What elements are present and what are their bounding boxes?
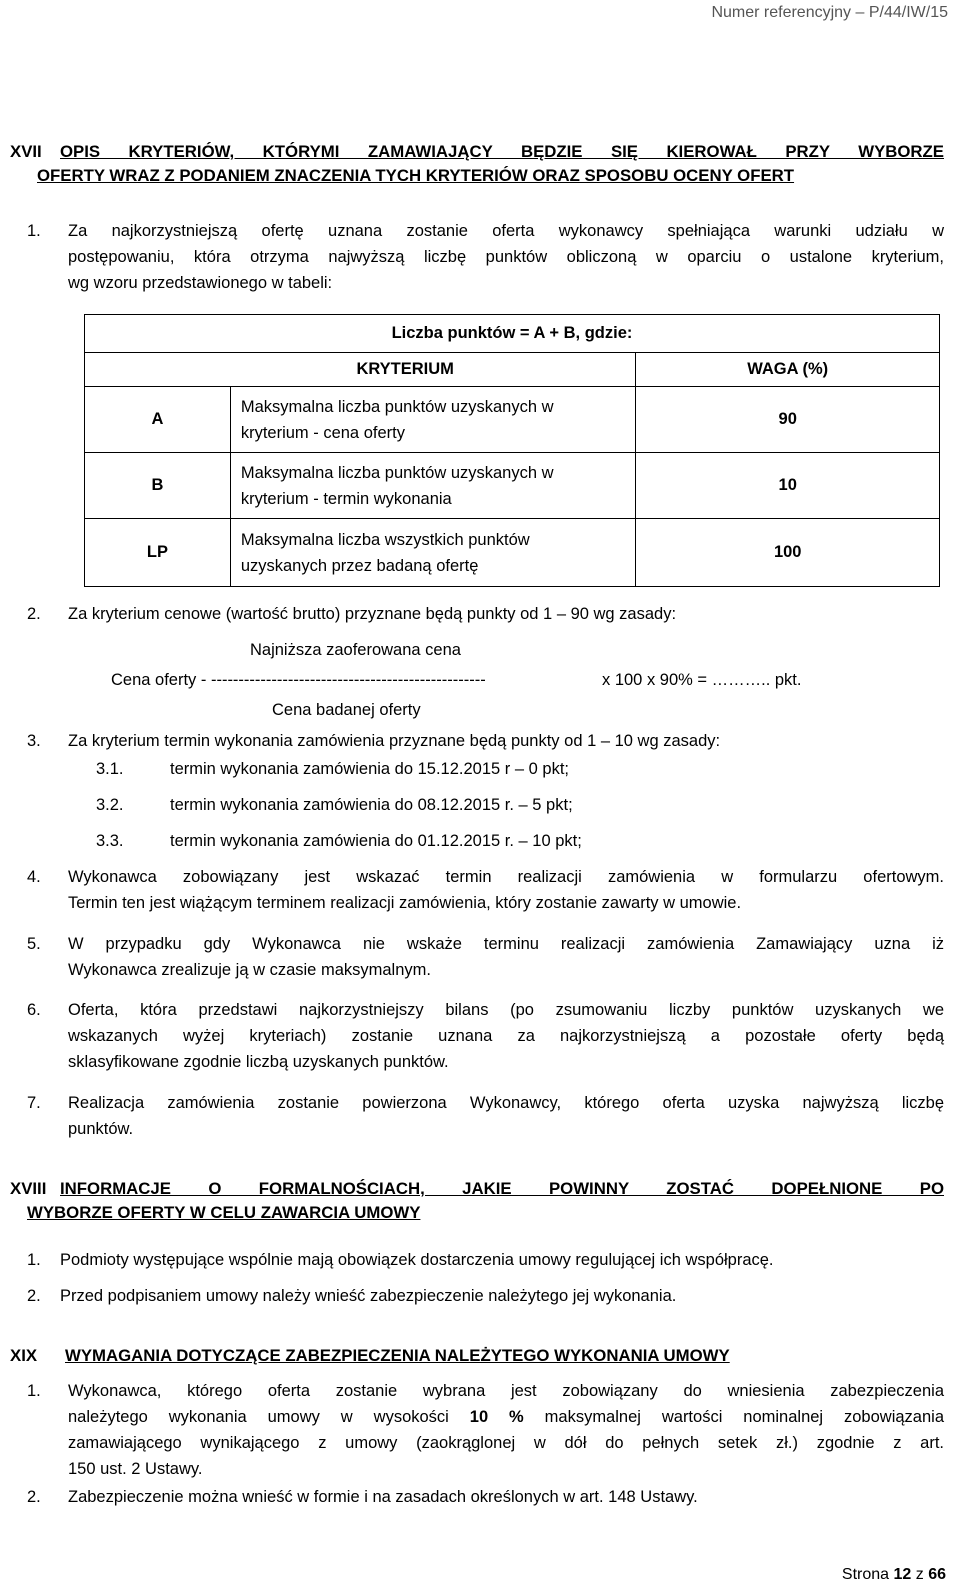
criterion-code: B <box>85 453 231 519</box>
item-number: 2. <box>27 605 41 623</box>
paragraph-line: wskazanych wyżej kryteriach) zostanie uznana za najkorzystniejszą a pozostałe oferty będą <box>68 1027 944 1045</box>
formula-denominator: Cena badanej oferty <box>272 701 421 719</box>
page-label: Strona <box>841 1566 894 1583</box>
sub-item-number: 3.2. <box>96 796 124 814</box>
paragraph-line: Wykonawca, którego oferta zostanie wybrana jest zobowiązany do wniesienia zabezpieczenia <box>68 1382 944 1400</box>
criterion-description-line: Maksymalna liczba punktów uzyskanych w <box>240 397 554 416</box>
item-number: 2. <box>27 1287 41 1305</box>
section-number: XVIII <box>10 1179 47 1198</box>
section-xviii-title <box>10 1176 944 1228</box>
page-footer <box>842 1566 946 1584</box>
paragraph-line: Realizacja zamówienia zostanie powierzona Wykonawcy, którego oferta uzyska najwyższą liczbę <box>68 1094 944 1112</box>
paragraph-text: Podmioty występujące wspólnie mają obowiązek dostarczenia umowy regulującej ich współpracę. <box>60 1251 774 1269</box>
item-number: 1. <box>27 1382 41 1400</box>
paragraph-line: Oferta, która przedstawi najkorzystniejszy bilans (po zsumowaniu liczby punktów uzyskanych we <box>68 1001 944 1019</box>
paragraph-line: Wykonawca zrealizuje ją w czasie maksymalnym. <box>68 961 431 979</box>
section-title-line: OPIS KRYTERIÓW, KTÓRYMI ZAMAWIAJĄCY BĘDZIE SIĘ KIEROWAŁ PRZY WYBORZE <box>60 142 944 161</box>
criterion-description-line: kryterium - termin wykonania <box>240 489 452 508</box>
column-header-kryterium: KRYTERIUM <box>85 353 636 387</box>
table-row <box>85 519 940 587</box>
criterion-code: LP <box>85 519 231 587</box>
formula-right: x 100 x 90% = ……….. pkt. <box>602 671 802 689</box>
criterion-description-line: uzyskanych przez badaną ofertę <box>240 556 479 575</box>
section-xvii-title <box>10 139 944 191</box>
sub-item-text: termin wykonania zamówienia do 15.12.2015 r – 0 pkt; <box>170 760 569 778</box>
paragraph-text: maksymalnej wartości nominalnej zobowiązania <box>523 1408 944 1426</box>
item-number: 5. <box>27 935 41 953</box>
table-header: Liczba punktów = A + B, gdzie: <box>85 315 940 353</box>
paragraph-text: Zabezpieczenie można wnieść w formie i na zasadach określonych w art. 148 Ustawy. <box>68 1488 698 1506</box>
formula-numerator: Najniższa zaoferowana cena <box>250 641 461 659</box>
table-row <box>85 453 940 519</box>
criterion-description <box>230 453 636 519</box>
paragraph-text: należytego wykonania umowy w wysokości <box>68 1408 470 1426</box>
item-number: 1. <box>27 222 41 240</box>
criterion-weight: 100 <box>636 519 940 587</box>
total-pages: 66 <box>928 1566 946 1583</box>
paragraph-line: sklasyfikowane zgodnie liczbą uzyskanych punktów. <box>68 1053 449 1071</box>
criterion-code: A <box>85 387 231 453</box>
guarantee-percent: 10 % <box>469 1408 524 1426</box>
section-title-line: OFERTY WRAZ Z PODANIEM ZNACZENIA TYCH KRYTERIÓW ORAZ SPOSOBU OCENY OFERT <box>37 166 795 185</box>
criterion-weight: 90 <box>636 387 940 453</box>
criterion-description <box>230 519 636 587</box>
sub-item-number: 3.3. <box>96 832 124 850</box>
item-number: 2. <box>27 1488 41 1506</box>
item-number: 7. <box>27 1094 41 1112</box>
sub-item-text: termin wykonania zamówienia do 01.12.2015 r. – 10 pkt; <box>170 832 582 850</box>
reference-number: Numer referencyjny – P/44/IW/15 <box>711 4 948 21</box>
criteria-table <box>84 314 940 587</box>
paragraph-line: Termin ten jest wiążącym terminem realizacji zamówienia, który zostanie zawarty w umowie. <box>68 894 742 912</box>
page-separator: z <box>911 1566 929 1583</box>
paragraph-text: Za kryterium cenowe (wartość brutto) przyznane będą punkty od 1 – 90 wg zasady: <box>68 605 677 623</box>
formula-left: Cena oferty - -------------------------------------------------- <box>111 671 486 689</box>
section-title-line: INFORMACJE O FORMALNOŚCIACH, JAKIE POWINNY ZOSTAĆ DOPEŁNIONE PO <box>60 1179 944 1198</box>
paragraph-line: postępowaniu, która otrzyma najwyższą liczbę punktów obliczoną w oparciu o ustalone kryterium, <box>68 248 944 266</box>
section-number: XIX <box>10 1346 38 1365</box>
item-number: 4. <box>27 868 41 886</box>
item-number: 6. <box>27 1001 41 1019</box>
section-title-line: WYMAGANIA DOTYCZĄCE ZABEZPIECZENIA NALEŻYTEGO WYKONANIA UMOWY <box>65 1346 730 1365</box>
criterion-description-line: Maksymalna liczba wszystkich punktów <box>240 530 530 549</box>
sub-item-number: 3.1. <box>96 760 124 778</box>
paragraph-line: Za najkorzystniejszą ofertę uznana zostanie oferta wykonawcy spełniająca warunki udziału w <box>68 222 944 240</box>
paragraph-line: punktów. <box>68 1120 134 1138</box>
section-number: XVII <box>10 142 42 161</box>
table-row <box>85 387 940 453</box>
sub-item-text: termin wykonania zamówienia do 08.12.2015 r. – 5 pkt; <box>170 796 573 814</box>
item-number: 1. <box>27 1251 41 1269</box>
paragraph-line: zamawiającego wynikającego z umowy (zaokrąglonej w dół do pełnych setek zł.) zgodnie z art. <box>68 1434 944 1452</box>
item-number: 3. <box>27 732 41 750</box>
section-title-line: WYBORZE OFERTY W CELU ZAWARCIA UMOWY <box>27 1203 421 1222</box>
current-page: 12 <box>893 1566 912 1583</box>
criterion-weight: 10 <box>636 453 940 519</box>
paragraph-line: 150 ust. 2 Ustawy. <box>68 1460 203 1478</box>
paragraph-text: Za kryterium termin wykonania zamówienia przyznane będą punkty od 1 – 10 wg zasady: <box>68 732 721 750</box>
paragraph-line <box>68 1404 944 1430</box>
paragraph-line: W przypadku gdy Wykonawca nie wskaże terminu realizacji zamówienia Zamawiający uzna iż <box>68 935 944 953</box>
paragraph-text: Przed podpisaniem umowy należy wnieść zabezpieczenie należytego jej wykonania. <box>60 1287 677 1305</box>
paragraph-line: wg wzoru przedstawionego w tabeli: <box>68 274 333 292</box>
column-header-waga: WAGA (%) <box>636 353 940 387</box>
section-xix-title <box>10 1343 944 1369</box>
criterion-description <box>230 387 636 453</box>
criterion-description-line: kryterium - cena oferty <box>240 423 405 442</box>
paragraph-line: Wykonawca zobowiązany jest wskazać termin realizacji zamówienia w formularzu ofertowym. <box>68 868 944 886</box>
criterion-description-line: Maksymalna liczba punktów uzyskanych w <box>240 463 554 482</box>
